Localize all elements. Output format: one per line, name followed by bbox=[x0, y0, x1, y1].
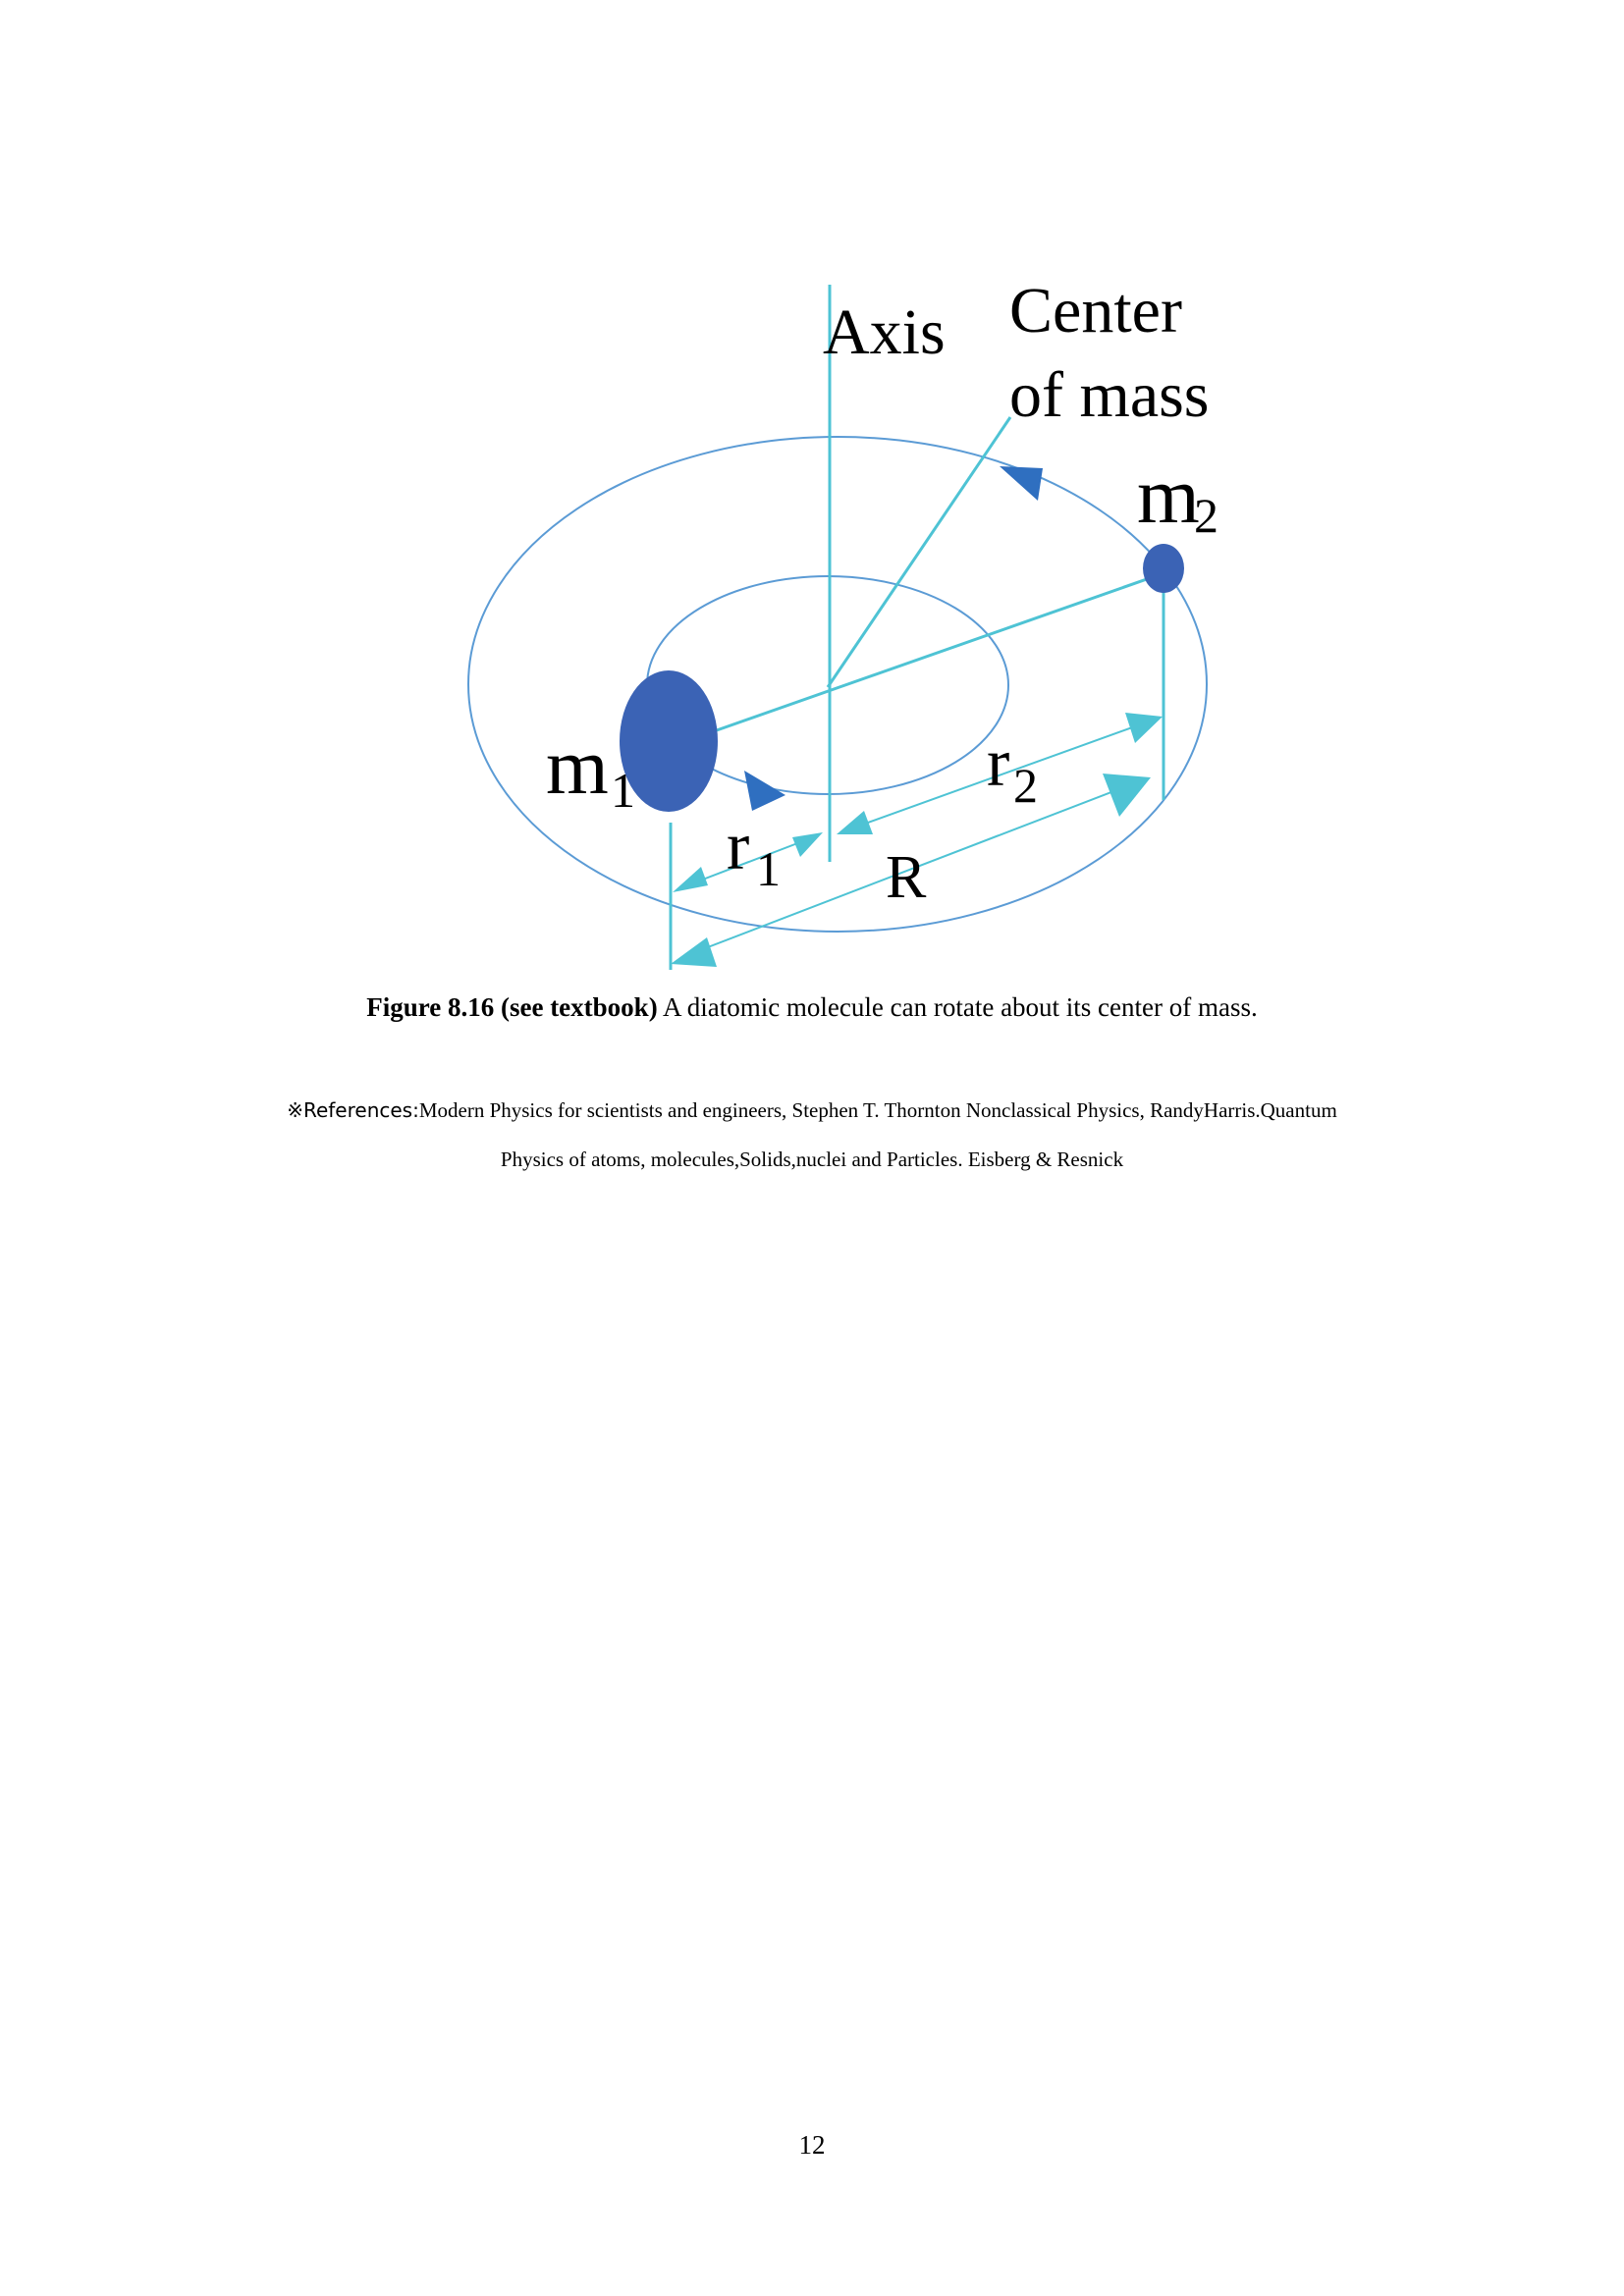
r2-label-subscript: 2 bbox=[1013, 758, 1038, 813]
R-arrowhead-right bbox=[1103, 774, 1151, 817]
m1-label: m bbox=[546, 721, 609, 811]
r1-arrowhead-right bbox=[792, 832, 823, 857]
references bbox=[0, 1086, 1624, 1184]
m1-label-subscript: 1 bbox=[611, 763, 635, 818]
r1-arrowhead-left bbox=[673, 867, 708, 892]
references-line-2: Physics of atoms, molecules,Solids,nuclei and Particles. Eisberg & Resnick bbox=[500, 1148, 1124, 1171]
m2-label: m bbox=[1137, 451, 1200, 540]
references-line-1 bbox=[0, 1086, 1624, 1135]
r1-dimension-line bbox=[687, 837, 813, 885]
r2-arrowhead-right bbox=[1125, 713, 1163, 743]
center-of-mass-label-line1: Center bbox=[1009, 275, 1182, 347]
r2-arrowhead-left bbox=[837, 811, 873, 834]
axis-label: Axis bbox=[823, 296, 946, 368]
references-text-1: Modern Physics for scientists and engineers, Stephen T. Thornton Nonclassical Physics, RandyHarris.Quantum bbox=[418, 1098, 1337, 1122]
figure-caption bbox=[0, 989, 1624, 1025]
mass-m2 bbox=[1143, 544, 1184, 593]
center-of-mass-label-line2: of mass bbox=[1009, 359, 1210, 431]
diatomic-rotation-figure bbox=[0, 0, 1624, 982]
center-of-mass-pointer bbox=[828, 417, 1010, 687]
m2-label-subscript: 2 bbox=[1194, 488, 1218, 543]
caption-text: A diatomic molecule can rotate about its center of mass. bbox=[657, 992, 1258, 1022]
r1-label: r bbox=[727, 809, 750, 884]
page-number: 12 bbox=[798, 2130, 826, 2160]
r1-label-subscript: 1 bbox=[756, 841, 781, 896]
r2-label: r bbox=[987, 725, 1010, 801]
rotation-arrow-outer bbox=[1000, 466, 1043, 501]
molecular-bond bbox=[714, 573, 1164, 731]
R-arrowhead-left bbox=[671, 937, 717, 967]
caption-figure-number: Figure 8.16 (see textbook) bbox=[366, 992, 658, 1022]
R-label: R bbox=[886, 844, 927, 911]
references-prefix: ※References: bbox=[287, 1098, 419, 1122]
outer-orbit bbox=[468, 437, 1207, 932]
